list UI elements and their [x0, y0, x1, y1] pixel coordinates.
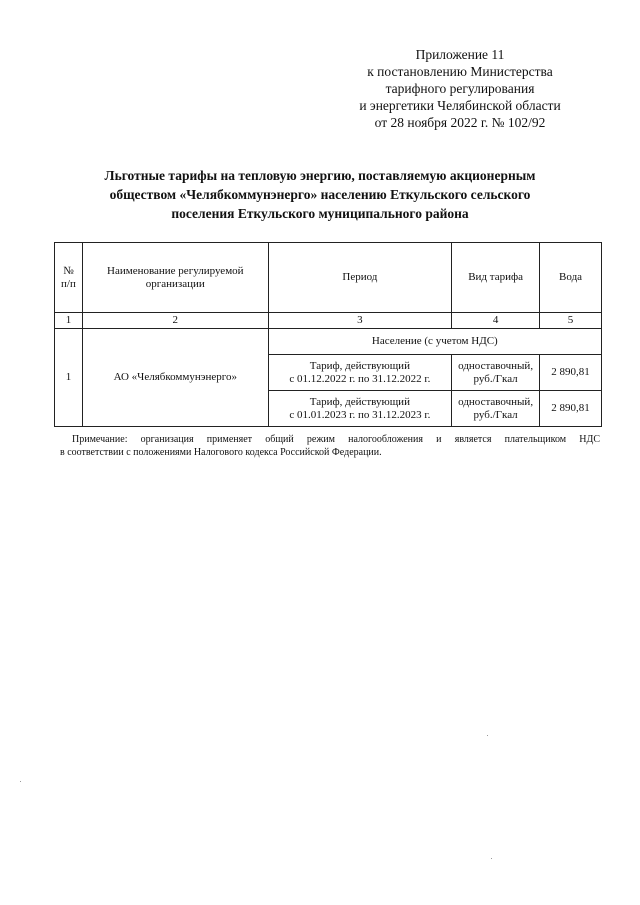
row-number: 1 [55, 329, 83, 427]
table-row [55, 329, 602, 355]
column-number: 4 [452, 313, 540, 329]
period-dates: с 01.01.2023 г. по 31.12.2023 г. [289, 408, 431, 421]
footnote-line: Примечание: организация применяет общий режим налогообложения и является плательщиком НДС [72, 434, 600, 445]
column-number: 5 [540, 313, 602, 329]
column-number: 1 [55, 313, 83, 329]
column-number: 2 [82, 313, 268, 329]
appendix-date: от 28 ноября 2022 г. № 102/92 [374, 115, 546, 130]
footnote [60, 433, 600, 459]
organization-name: АО «Челябкоммунэнерго» [82, 329, 268, 427]
appendix-ref-line: и энергетики Челябинской области [359, 98, 561, 113]
footnote-line: в соответствии с положениями Налогового кодекса Российской Федерации. [60, 447, 382, 458]
period-label: Тариф, действующий [309, 359, 410, 372]
title-line: поселения Еткульского муниципального района [171, 206, 469, 221]
tariff-type [452, 355, 540, 391]
scan-speck [20, 781, 21, 782]
tariff-unit: руб./Гкал [473, 408, 518, 421]
period-label: Тариф, действующий [309, 395, 410, 408]
appendix-ref-line: к постановлению Министерства [367, 64, 553, 79]
scan-speck [487, 735, 488, 736]
column-number: 3 [268, 313, 452, 329]
title-line: обществом «Челябкоммунэнерго» населению Еткульского сельского [109, 187, 531, 202]
appendix-ref-line: тарифного регулирования [385, 81, 535, 96]
population-group: Население (с учетом НДС) [268, 329, 601, 355]
tariff-period [268, 355, 452, 391]
table-header-row [55, 243, 602, 313]
period-dates: с 01.12.2022 г. по 31.12.2022 г. [289, 372, 431, 385]
tariff-unit: руб./Гкал [473, 372, 518, 385]
appendix-header [330, 46, 590, 131]
tariff-table [54, 242, 602, 427]
tariff-period [268, 391, 452, 427]
title-line: Льготные тарифы на тепловую энергию, поставляемую акционерным [104, 168, 536, 183]
tariff-type-label: одноставочный, [458, 395, 534, 408]
tariff-value: 2 890,81 [540, 391, 602, 427]
column-number-row [55, 313, 602, 329]
appendix-number: Приложение 11 [415, 47, 505, 62]
document-title [60, 166, 580, 223]
header-period: Период [268, 243, 452, 313]
header-water: Вода [540, 243, 602, 313]
header-type: Вид тарифа [452, 243, 540, 313]
header-num: № п/п [55, 243, 83, 313]
tariff-value: 2 890,81 [540, 355, 602, 391]
scan-speck [491, 858, 492, 859]
tariff-type-label: одноставочный, [458, 359, 534, 372]
tariff-type [452, 391, 540, 427]
header-org: Наименование регулируемой организации [82, 243, 268, 313]
